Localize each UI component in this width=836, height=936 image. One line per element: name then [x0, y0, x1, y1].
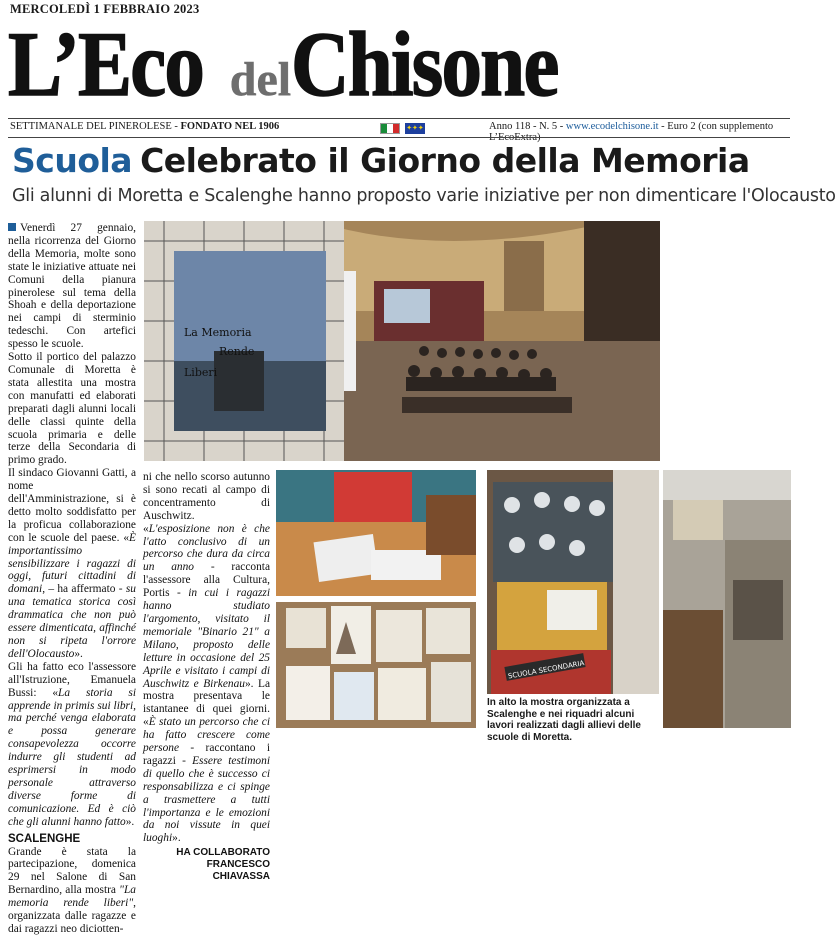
paragraph-scalenghe: Grande è stata la partecipazione, domenica 29 nel Salone di San Bernardino, alla mostra "La memoria rende liberi", organizzata dalle ragazze e dai ragazzi neo diciotten-: [8, 845, 136, 935]
poster-text-line1: La Memoria: [184, 326, 252, 339]
article-title: Celebrato il Giorno della Memoria: [140, 141, 750, 180]
section-label: Scuola: [12, 141, 133, 180]
newspaper-masthead: [8, 14, 798, 114]
article-subtitle: Gli alunni di Moretta e Scalenghe hanno proposto varie iniziative per non dimenticare l'Olocausto: [12, 186, 836, 206]
italian-flag-icon: [380, 123, 400, 134]
poster-text-line3: Liberi: [184, 366, 218, 379]
school-sign-text: SCUOLA SECONDARIA: [507, 659, 585, 681]
eu-flag-icon: ✦✦✦: [406, 124, 424, 132]
photo-exhibition-hall: [663, 470, 791, 728]
paragraph-assessor: Gli ha fatto eco l'assessore all'Istruzione, Emanuela Bussi: «La storia si apprende in primis sui libri, ma perché venga elaborata e possa generare consapevolezza occorre indurre gli studenti ad esprimersi in modo personale attraverso diverse forme di comunicazione. Ed è ciò che gli alunni hanno fatto».: [8, 660, 136, 828]
issue-info: Anno 118 - N. 5 - www.ecodelchisone.it - Euro 2 (con supplemento: [489, 121, 774, 132]
photo-handprints-display: [487, 470, 659, 694]
masthead-tagline: SETTIMANALE DEL PINEROLESE - FONDATO NEL 1906: [10, 121, 280, 132]
paragraph-bullet-icon: [8, 223, 16, 231]
paragraph-moretta: Sotto il portico del palazzo Comunale di Moretta è stata allestita una mostra con manufatti ed elaborati preparati dagli alunni locali delle classi quinte della scuola primaria e delle terze della Secondaria di primo grado.: [8, 351, 136, 467]
paragraph-portis: «L'esposizione non è che l'atto conclusivo di un percorso che dura da circa un anno - racconta l'assessore alla Cultura, Portis - in cui i ragazzi hanno studiato l'argomento, visitato il memoriale "Binario 21" a Milano, proposto delle letture in occasione del 25 Aprile e visitato i campi di Auschwitz e Birkenau». La mostra presentava le istantanee di quei giorni. «È stato un percorso che ci ha fatto crescere come persone - raccontano i ragazzi - Essere testimoni di quello che è successo ci responsabilizza e ci spinge a trasmettere a tutti l'importanza e le emozioni da noi vissute in quei luoghi».: [143, 522, 271, 845]
photo-student-work-2: [276, 602, 476, 728]
paragraph-auschwitz: ni che nello scorso autunno si sono recati al campo di concentramento di Auschwitz.: [143, 471, 270, 522]
article-column-2: [143, 471, 270, 883]
byline: HA COLLABORATO FRANCESCO CHIAVASSA: [176, 847, 270, 883]
masthead-rule-top: [8, 118, 790, 119]
paragraph-mayor: Il sindaco Giovanni Gatti, a nome dell'Amministrazione, si è detto molto soddisfatto per la proficua collaborazione con le scuole del paese. «È importantissimo sensibilizzare i ragazzi di oggi, futuri cittadini di domani, – ha affermato - su una tematica storica così drammatica che non può essere dimenticata, affinché non si ripeta l'orrore dell'Olocausto».: [8, 467, 136, 660]
subhead-scalenghe: SCALENGHE: [8, 832, 81, 845]
article-column-1: [8, 222, 136, 936]
article-headline: [12, 138, 750, 184]
poster-text-line2: Rende: [219, 345, 255, 358]
masthead-del: del: [229, 53, 292, 106]
masthead-eco: L’Eco: [8, 13, 204, 115]
website-link[interactable]: www.ecodelchisone.it: [565, 121, 659, 132]
main-photo-exhibition: [144, 221, 660, 461]
photo-student-work-1: [276, 470, 476, 596]
paragraph-intro: Venerdì 27 gennaio, nella ricorrenza del Giorno della Memoria, molte sono state le iniziative attuate nei Comuni della pianura pinerolese sul tema della Shoah e della deportazione nei campi di sterminio tedeschi. Con artefici spesso le scuole.: [8, 222, 136, 351]
masthead-chisone: Chisone: [291, 13, 558, 115]
issue-date: MERCOLEDÌ 1 FEBBRAIO 2023: [10, 2, 200, 16]
photo-caption: In alto la mostra organizzata a Scalenghe e nei riquadri alcuni lavori realizzati dagli allievi delle scuole di Moretta.: [487, 697, 641, 743]
